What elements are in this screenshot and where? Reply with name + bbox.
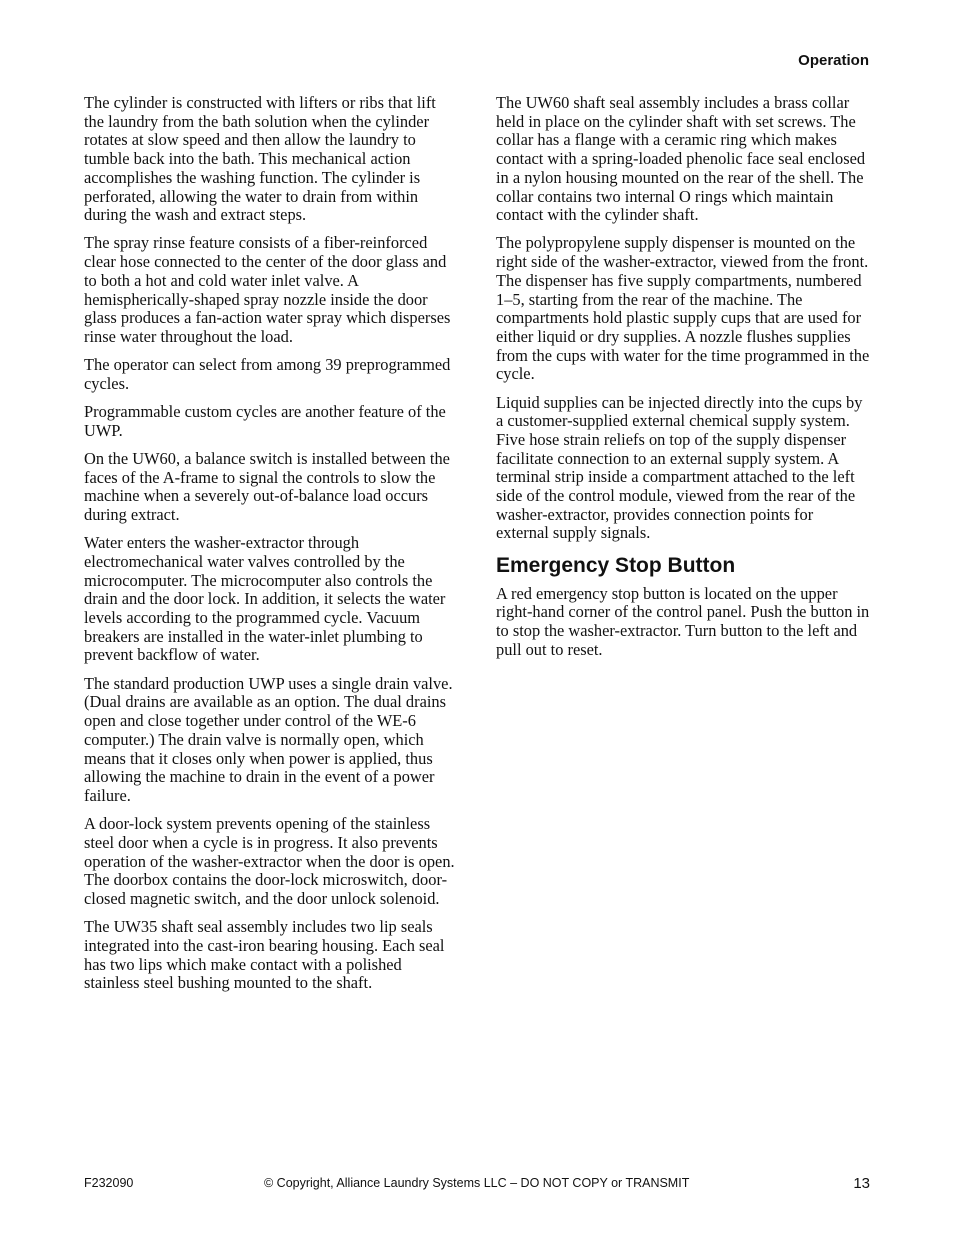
paragraph-water-valves: Water enters the washer-extractor through electromechanical water valves controlled by the microcomputer. The microcomputer also controls the drain and the door lock. In addition, it selects the water levels according to the programmed cycle. Vacuum breakers are installed in the water-inlet plumbing to prevent backflow of water. xyxy=(84,533,446,665)
paragraph-preprogrammed-cycles: The operator can select from among 39 preprogrammed cycles. xyxy=(84,355,451,393)
right-column xyxy=(496,94,870,669)
left-column xyxy=(84,94,458,1002)
footer-doc-number: F232090 xyxy=(84,1176,134,1190)
paragraph-supply-dispenser: The polypropylene supply dispenser is mounted on the right side of the washer-extractor, viewed from the front. The dispenser has five supply compartments, numbered 1–5, starting from the rear of the machine. The compartments hold plastic supply cups that are used for either liquid or dry supplies. A nozzle flushes supplies from the cups with water for the time programmed in the cycle. xyxy=(496,233,870,384)
paragraph-liquid-supplies: Liquid supplies can be injected directly into the cups by a customer-supplied external chemical supply system. Five hose strain reliefs on top of the supply dispenser facilitate connection to an external supply system. A terminal strip inside a compartment attached to the left side of the control module, viewed from the rear of the washer-extractor, provides connection points for external supply signals. xyxy=(496,392,863,543)
paragraph-balance-switch: On the UW60, a balance switch is installed between the faces of the A-frame to signal the controls to slow the machine when a severely out-of-balance load occurs during extract. xyxy=(84,448,450,525)
footer-copyright: © Copyright, Alliance Laundry Systems LLC – DO NOT COPY or TRANSMIT xyxy=(264,1176,690,1190)
paragraph-cylinder: The cylinder is constructed with lifters or ribs that lift the laundry from the bath solution when the cylinder rotates at slow speed and then allow the laundry to tumble back into the bath. This mechanical action accomplishes the washing function. The cylinder is perforated, allowing the water to drain from within during the wash and extract steps. xyxy=(84,93,436,225)
running-header-section: Operation xyxy=(798,52,869,69)
paragraph-custom-cycles: Programmable custom cycles are another feature of the UWP. xyxy=(84,402,446,440)
section-heading-emergency-stop: Emergency Stop Button xyxy=(496,553,736,577)
paragraph-emergency-stop: A red emergency stop button is located on the upper right-hand corner of the control panel. Push the button in to stop the washer-extractor. Turn button to the left and pull out to reset. xyxy=(496,583,870,659)
paragraph-spray-rinse: The spray rinse feature consists of a fiber-reinforced clear hose connected to the center of the door glass and to both a hot and cold water inlet valve. A hemispherically-shaped spray nozzle inside the door glass produces a fan-action water spray which disperses rinse water throughout the load. xyxy=(84,233,451,346)
paragraph-drain-valve: The standard production UWP uses a single drain valve. (Dual drains are available as an option. The dual drains open and close together under control of the WE-6 computer.) The drain valve is normally open, which means that it closes only when power is applied, thus allowing the machine to drain in the event of a power failure. xyxy=(84,673,453,805)
paragraph-uw35-shaft-seal: The UW35 shaft seal assembly includes two lip seals integrated into the cast-iron bearing housing. Each seal has two lips which make contact with a polished stainless steel bushing mounted to the shaft. xyxy=(84,917,445,993)
footer-page-number: 13 xyxy=(853,1175,870,1192)
paragraph-uw60-shaft-seal: The UW60 shaft seal assembly includes a brass collar held in place on the cylinder shaft with set screws. The collar has a flange with a ceramic ring which makes contact with a spring-loaded phenolic face seal enclosed in a nylon housing mounted on the rear of the shell. The collar contains two internal O rings which maintain contact with the cylinder shaft. xyxy=(496,93,866,225)
paragraph-door-lock: A door-lock system prevents opening of the stainless steel door when a cycle is in progress. It also prevents operation of the washer-extractor when the door is open. The doorbox contains the door-lock microswitch, door-closed magnetic switch, and the door unlock solenoid. xyxy=(84,814,455,908)
